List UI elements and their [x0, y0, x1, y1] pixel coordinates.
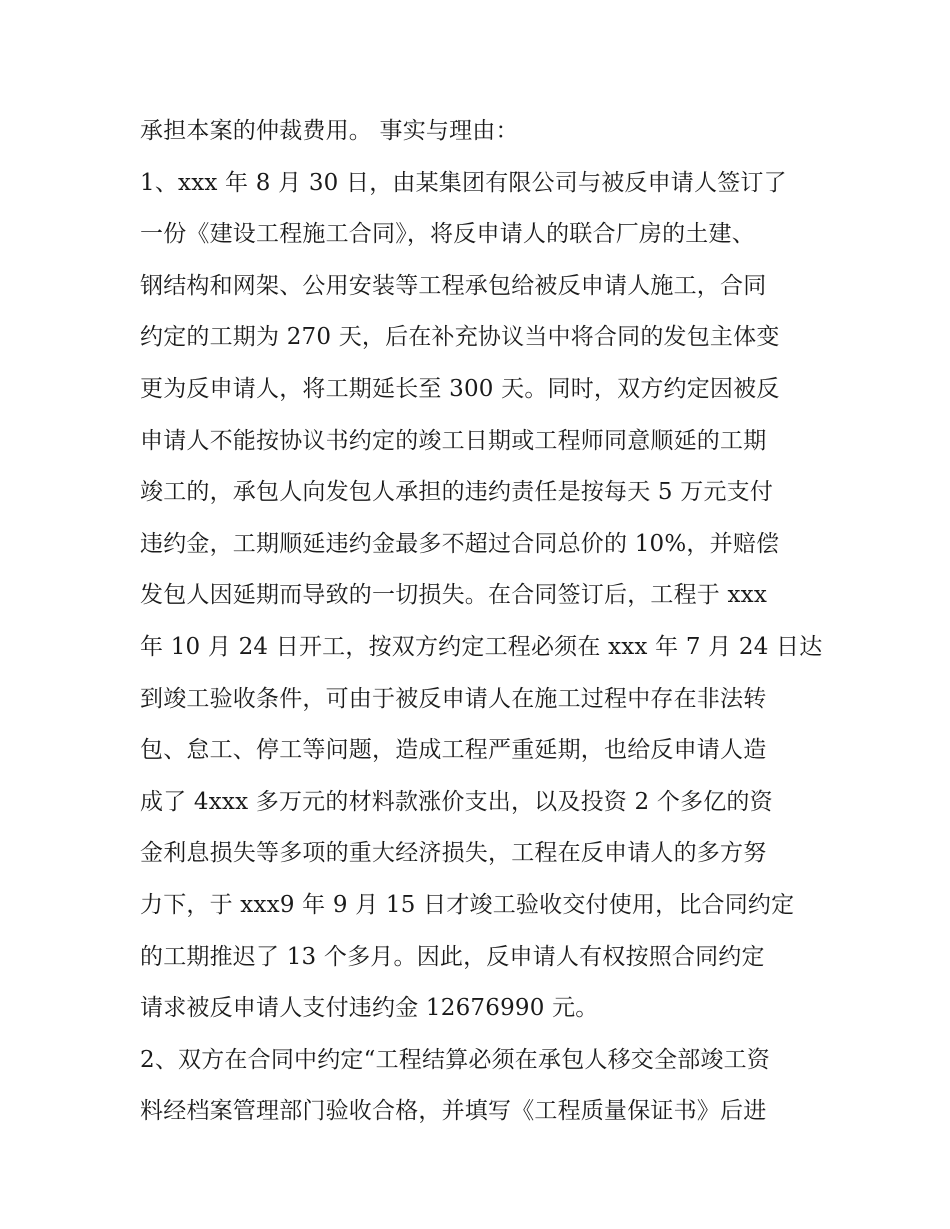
- text-line: 承担本案的仲裁费用。 事实与理由：: [140, 118, 519, 144]
- text-line: 到竣工验收条件，可由于被反申请人在施工过程中存在非法转: [140, 685, 767, 712]
- text-line: 约定的工期为 270 天，后在补充协议当中将合同的发包主体变: [140, 324, 780, 351]
- text-line: 违约金，工期顺延违约金最多不超过合同总价的 10%，并赔偿: [140, 530, 780, 557]
- document-body: [140, 106, 823, 1138]
- text-line: 一份《建设工程施工合同》，将反申请人的联合厂房的土建、: [140, 221, 755, 248]
- text-line: 料经档案管理部门验收合格，并填写《工程质量保证书》后进: [140, 1098, 767, 1125]
- text-line: 更为反申请人，将工期延长至 300 天。同时，双方约定因被反: [140, 375, 780, 402]
- text-line: 包、怠工、停工等问题，造成工程严重延期，也给反申请人造: [140, 737, 767, 764]
- text-line: 成了 4xxx 多万元的材料款涨价支出，以及投资 2 个多亿的资: [140, 788, 773, 815]
- text-line: 的工期推迟了 13 个多月。因此，反申请人有权按照合同约定: [140, 943, 765, 970]
- text-line: 钢结构和网架、公用安装等工程承包给被反申请人施工，合同: [140, 272, 767, 299]
- text-line: 竣工的，承包人向发包人承担的违约责任是按每天 5 万元支付: [140, 479, 774, 506]
- text-line: 力下，于 xxx9 年 9 月 15 日才竣工验收交付使用，比合同约定: [140, 891, 795, 918]
- text-line: 1、xxx 年 8 月 30 日，由某集团有限公司与被反申请人签订了: [140, 169, 787, 196]
- text-line: 申请人不能按协议书约定的竣工日期或工程师同意顺延的工期: [140, 427, 767, 454]
- text-line: 发包人因延期而导致的一切损失。在合同签订后，工程于 xxx: [140, 582, 768, 609]
- text-line: 年 10 月 24 日开工，按双方约定工程必须在 xxx 年 7 月 24 日达: [140, 633, 823, 660]
- text-line: 2、双方在合同中约定“工程结算必须在承包人移交全部竣工资: [140, 1046, 770, 1073]
- text-line: 请求被反申请人支付违约金 12676990 元。: [140, 995, 599, 1022]
- text-line: 金利息损失等多项的重大经济损失，工程在反申请人的多方努: [140, 840, 767, 867]
